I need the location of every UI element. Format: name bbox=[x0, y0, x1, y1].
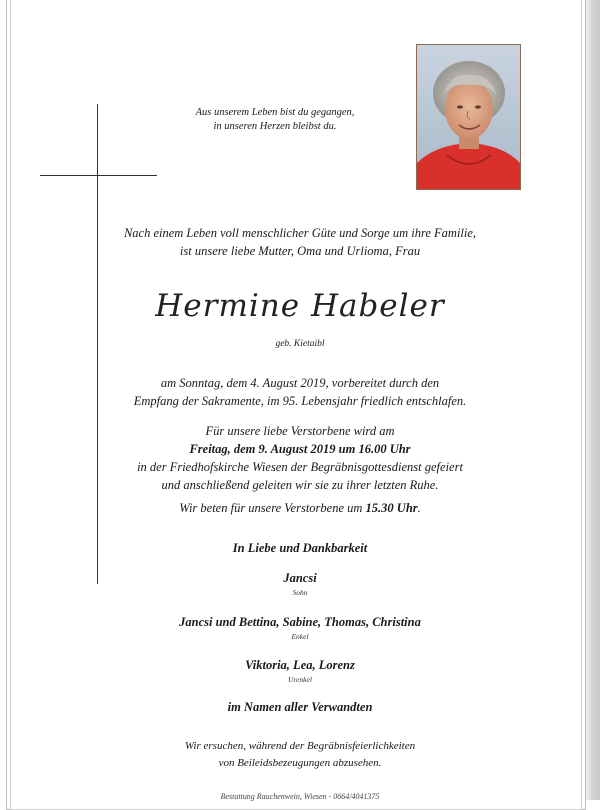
prayer-end: . bbox=[417, 501, 421, 515]
mourners-heading: In Liebe und Dankbarkeit bbox=[232, 541, 368, 555]
prayer-text: Wir beten für unsere Verstorbene um bbox=[179, 501, 366, 515]
mourner-group-name: Jancsi bbox=[283, 571, 317, 585]
portrait-photo bbox=[416, 44, 521, 190]
deceased-name: Hermine Habeler bbox=[155, 288, 445, 324]
intro-line-1: Nach einem Leben voll menschlicher Güte und Sorge um ihre Familie, bbox=[123, 226, 477, 240]
death-line-1: am Sonntag, dem 4. August 2019, vorbereitet durch den bbox=[160, 376, 440, 390]
request-line-1: Wir ersuchen, während der Begräbnisfeierlichkeiten bbox=[184, 740, 416, 752]
request-line-2: von Beileidsbezeugungen abzusehen. bbox=[218, 757, 382, 769]
prayer-time: 15.30 Uhr bbox=[365, 501, 418, 515]
condolence-request bbox=[0, 738, 600, 772]
funeral-home-footer: Bestattung Rauchenwein, Wiesen - 0664/4041375 bbox=[220, 792, 380, 801]
memorial-verse bbox=[170, 106, 380, 134]
funeral-date-time: Freitag, dem 9. August 2019 um 16.00 Uhr bbox=[189, 442, 411, 456]
funeral-line-1: Für unsere liebe Verstorbene wird am bbox=[205, 424, 395, 438]
birth-name: geb. Kietaibl bbox=[275, 339, 325, 349]
death-line-2: Empfang der Sakramente, im 95. Lebensjahr friedlich entschlafen. bbox=[133, 394, 467, 408]
mourner-group-relation: Enkel bbox=[291, 632, 309, 641]
relatives-line: im Namen aller Verwandten bbox=[227, 700, 373, 714]
cross-icon-horizontal bbox=[40, 175, 157, 176]
intro-text bbox=[0, 224, 600, 260]
portrait-image bbox=[417, 45, 520, 189]
intro-line-2: ist unsere liebe Mutter, Oma und Urlioma, Frau bbox=[179, 244, 421, 258]
mourner-group-relation: Sohn bbox=[292, 588, 308, 597]
death-notice bbox=[0, 374, 600, 410]
verse-line-1: Aus unserem Leben bist du gegangen, bbox=[195, 107, 355, 118]
mourner-group-relation: Urenkel bbox=[288, 675, 312, 684]
verse-line-2: in unseren Herzen bleibst du. bbox=[213, 121, 337, 132]
funeral-details bbox=[0, 422, 600, 494]
funeral-line-4: und anschließend geleiten wir sie zu ihrer letzten Ruhe. bbox=[161, 478, 439, 492]
prayer-notice bbox=[0, 499, 600, 517]
funeral-line-3: in der Friedhofskirche Wiesen der Begräbnisgottesdienst gefeiert bbox=[137, 460, 463, 474]
mourner-group-name: Viktoria, Lea, Lorenz bbox=[245, 658, 355, 672]
mourner-group-name: Jancsi und Bettina, Sabine, Thomas, Christina bbox=[179, 615, 421, 629]
